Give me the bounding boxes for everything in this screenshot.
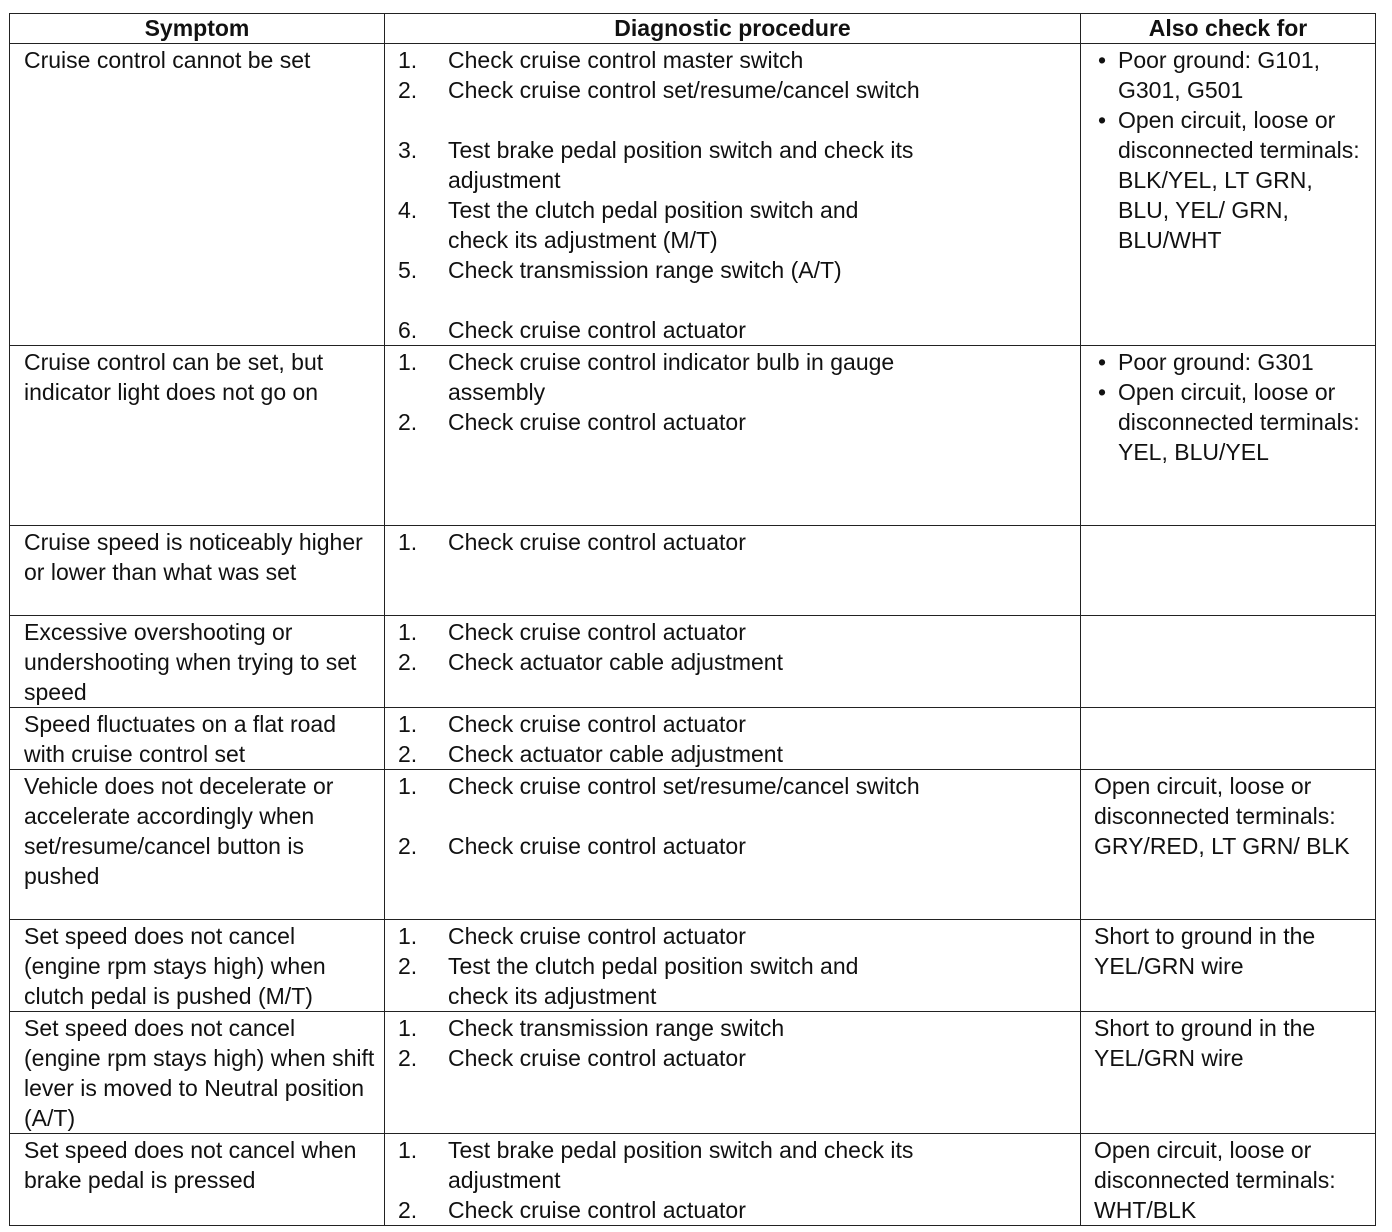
- procedure-cell: [385, 346, 1081, 526]
- symptom-cell: Cruise control cannot be set: [10, 44, 385, 346]
- procedure-step: 2. Check cruise control set/resume/cancel switch: [398, 77, 920, 103]
- procedure-step: 1. Check cruise control actuator: [398, 923, 746, 949]
- symptom-cell: Set speed does not cancel (engine rpm stays high) when shift lever is moved to Neutral position (A/T): [10, 1012, 385, 1134]
- procedure-step: 1. Check cruise control set/resume/cancel switch: [398, 773, 920, 799]
- table-row: [10, 920, 1376, 1012]
- procedure-step: 6. Check cruise control actuator: [398, 317, 746, 343]
- also-check-cell: [1081, 526, 1376, 616]
- procedure-step: 2. Check actuator cable adjustment: [398, 649, 783, 675]
- procedure-step: 1. Test brake pedal position switch and check its adjustment: [398, 1137, 914, 1193]
- procedure-cell: [385, 44, 1081, 346]
- procedure-step: 2. Test the clutch pedal position switch and check its adjustment: [398, 953, 859, 1009]
- procedure-step: 1. Check transmission range switch: [398, 1015, 785, 1041]
- table-row: [10, 616, 1376, 708]
- procedure-step: 5. Check transmission range switch (A/T): [398, 257, 842, 283]
- symptom-cell: Set speed does not cancel (engine rpm stays high) when clutch pedal is pushed (M/T): [10, 920, 385, 1012]
- also-check-cell: [1081, 708, 1376, 770]
- procedure-step: 1. Check cruise control actuator: [398, 529, 746, 555]
- procedure-step: 1. Check cruise control indicator bulb in gauge assembly: [398, 349, 895, 405]
- procedure-step: 2. Check cruise control actuator: [398, 833, 746, 859]
- symptom-cell: Cruise speed is noticeably higher or lower than what was set: [10, 526, 385, 616]
- also-check-item: • Open circuit, loose or disconnected terminals: YEL, BLU/YEL: [1094, 377, 1369, 467]
- procedure-cell: [385, 920, 1081, 1012]
- table-row: [10, 1134, 1376, 1226]
- also-check-cell: Short to ground in the YEL/GRN wire: [1081, 920, 1376, 1012]
- header-diagnostic-procedure: Diagnostic procedure: [385, 14, 1081, 44]
- header-also-check-for: Also check for: [1081, 14, 1376, 44]
- procedure-step: 2. Check cruise control actuator: [398, 1045, 746, 1071]
- also-check-item: • Poor ground: G301: [1094, 347, 1369, 377]
- also-check-cell: [1081, 44, 1376, 346]
- procedure-step: 1. Check cruise control actuator: [398, 619, 746, 645]
- also-check-item: • Open circuit, loose or disconnected terminals: BLK/YEL, LT GRN, BLU, YEL/ GRN, BLU/WHT: [1094, 105, 1369, 255]
- procedure-cell: [385, 1012, 1081, 1134]
- procedure-cell: [385, 616, 1081, 708]
- also-check-item: • Poor ground: G101, G301, G501: [1094, 45, 1369, 105]
- procedure-cell: [385, 1134, 1081, 1226]
- table-row: [10, 770, 1376, 920]
- also-check-cell: [1081, 346, 1376, 526]
- procedure-step: 1. Check cruise control master switch: [398, 47, 804, 73]
- also-check-cell: [1081, 616, 1376, 708]
- header-row: [10, 14, 1376, 44]
- symptom-cell: Vehicle does not decelerate or accelerate accordingly when set/resume/cancel button is pushed: [10, 770, 385, 920]
- procedure-cell: [385, 770, 1081, 920]
- table-row: [10, 708, 1376, 770]
- table-row: [10, 44, 1376, 346]
- procedure-cell: [385, 708, 1081, 770]
- procedure-step: 3. Test brake pedal position switch and check its adjustment: [398, 137, 914, 193]
- procedure-cell: [385, 526, 1081, 616]
- symptom-cell: Speed fluctuates on a flat road with cruise control set: [10, 708, 385, 770]
- symptom-cell: Set speed does not cancel when brake pedal is pressed: [10, 1134, 385, 1226]
- troubleshooting-document: [9, 13, 1375, 1226]
- also-check-cell: Short to ground in the YEL/GRN wire: [1081, 1012, 1376, 1134]
- symptom-cell: Cruise control can be set, but indicator light does not go on: [10, 346, 385, 526]
- also-check-cell: Open circuit, loose or disconnected terminals: GRY/RED, LT GRN/ BLK: [1081, 770, 1376, 920]
- procedure-step: 2. Check cruise control actuator: [398, 409, 746, 435]
- header-symptom: Symptom: [10, 14, 385, 44]
- table-row: [10, 526, 1376, 616]
- procedure-step: 4. Test the clutch pedal position switch and check its adjustment (M/T): [398, 197, 859, 253]
- procedure-step: 2. Check actuator cable adjustment: [398, 741, 783, 767]
- troubleshooting-table: [9, 13, 1376, 1226]
- symptom-cell: Excessive overshooting or undershooting when trying to set speed: [10, 616, 385, 708]
- table-row: [10, 346, 1376, 526]
- procedure-step: 1. Check cruise control actuator: [398, 711, 746, 737]
- table-row: [10, 1012, 1376, 1134]
- also-check-cell: Open circuit, loose or disconnected terminals: WHT/BLK: [1081, 1134, 1376, 1226]
- procedure-step: 2. Check cruise control actuator: [398, 1197, 746, 1223]
